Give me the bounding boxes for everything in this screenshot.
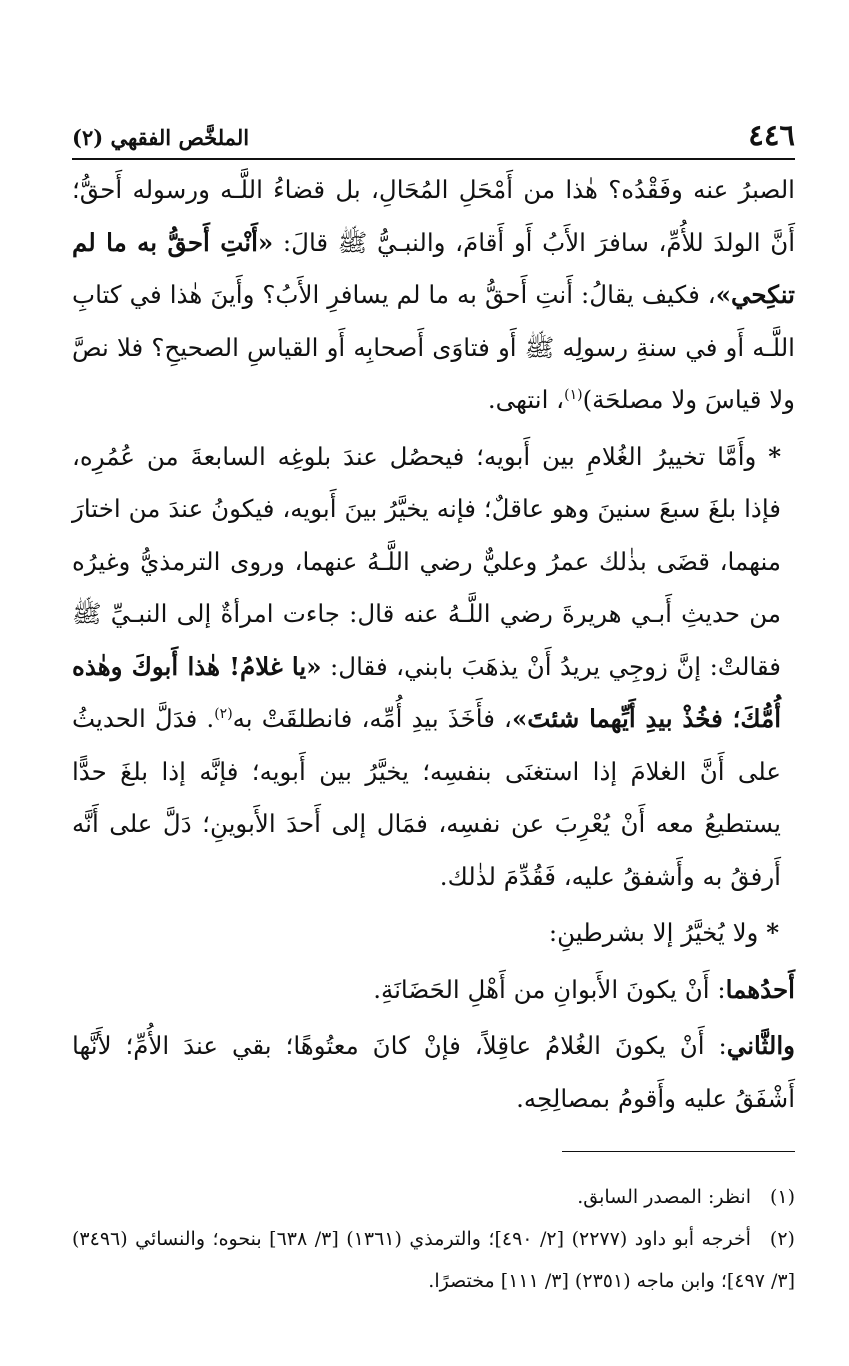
paragraph-2 (72, 431, 795, 904)
footnote-2-number: (٢) (769, 1228, 795, 1250)
bullet-icon: * (768, 441, 781, 471)
hadith-quote-1: «أَنْتِ أَحقُّ به ما لم تنكِحي» (72, 227, 795, 309)
condition-2-label: والثَّاني (726, 1031, 795, 1060)
paragraph-3 (72, 907, 795, 960)
footnote-divider (562, 1151, 795, 1152)
running-title: الملخَّص الفقهي (٢) (72, 125, 250, 150)
paragraph-2-text-b: ، فأَخَذَ بيدِ أُمِّه، فانطلقَتْ به (232, 704, 512, 733)
footnote-1-text: انظر: المصدر السابق. (577, 1186, 751, 1208)
paragraph-1-text-c: ، انتهى. (487, 385, 565, 414)
footnote-ref-2[interactable]: (٢) (214, 705, 233, 722)
main-text (72, 164, 795, 1125)
condition-1-text: : أَنْ يكونَ الأَبوانِ من أَهْلِ الحَضَانَةِ. (373, 974, 726, 1004)
footnotes (72, 1176, 795, 1302)
hadith-quote-2: «يا غلامُ! هٰذا أَبوكَ وهٰذه أُمُّكَ؛ فخُذْ بيدِ أَيِّهما شئتَ» (72, 651, 782, 733)
footnote-2-text: أخرجه أبو داود (٢٢٧٧) [٢/ ٤٩٠]؛ والترمذي (١٣٦١) [٣/ ٦٣٨] بنحوه؛ والنسائي (٣٤٩٦) [٣/ ٤٩٧]؛ وابن ماجه (٢٣٥١) [٣/ ١١١] مختصرًا. (72, 1228, 795, 1292)
paragraph-1-text-a: الصبرُ عنه وفَقْدُه؟ هٰذا من أَمْحَلِ المُحَالِ، بل قضاءُ اللَّـه ورسوله أَحقُّ؛ أَنَّ الولدَ للأُمِّ، سافرَ الأَبُ أَو أَقامَ، والنبـيُّ ﷺ قالَ: (72, 175, 796, 257)
footnote-1 (72, 1176, 795, 1218)
bullet-icon: * (766, 918, 779, 947)
paragraph-4 (72, 964, 795, 1017)
footnote-1-number: (١) (769, 1186, 795, 1208)
condition-2-text: : أَنْ يكونَ الغُلامُ عاقِلاً، فإنْ كانَ معتُوهًا؛ بقي عندَ الأُمِّ؛ لأَنَّها أَشْفَقُ عليه وأَقومُ بمصالِحِه. (72, 1031, 795, 1113)
paragraph-2-text-c: . فدَلَّ الحديثُ على أَنَّ الغلامَ إذا استغنَى بنفسِه؛ يخيَّرُ بين أَبويه؛ فإنَّه إذا بلغَ حدًّا يستطيعُ معه أَنْ يُعْرِبَ عن نفسِه، فمَال إلى أَحدَ الأَبوينِ؛ دَلَّ على أَنَّه أَرفقُ به وأَشفقُ عليه، فَقُدِّمَ لذٰلك. (72, 704, 781, 891)
book-page (72, 118, 795, 1302)
page-number: ٤٤٦ (748, 118, 795, 152)
footnote-ref-1[interactable]: (١) (564, 386, 583, 403)
paragraph-5 (72, 1020, 795, 1125)
footnote-2 (72, 1218, 795, 1302)
paragraph-1-text-b: ، فكيف يقالُ: أَنتِ أَحقُّ به ما لم يسافرِ الأَبُ؟ وأَينَ هٰذا في كتابِ اللَّـه أَو في سنةِ رسولِه ﷺ أَو فتاوَى أَصحابِه أَو القياسِ الصحيحِ؟ فلا نصَّ ولا قياسَ ولا مصلحَة) (72, 280, 795, 414)
paragraph-1 (72, 164, 795, 427)
paragraph-3-text: ولا يُخيَّرُ إلا بشرطينِ: (548, 918, 759, 947)
page-header (72, 118, 795, 160)
paragraph-2-text-a: وأَمَّا تخييرُ الغُلامِ بين أَبويه؛ فيحصُل عندَ بلوغِه السابعةَ من عُمُرِه، فإذا بلغَ سبعَ سنينَ وهو عاقلٌ؛ فإنه يخيَّرُ بينَ أَبويه، فيكونُ عندَ من اختارَ منهما، قضَى بذٰلك عمرُ وعليٌّ رضي اللَّـهُ عنهما، وروى الترمذيُّ وغيرُه من حديثِ أَبـي هريرةَ رضي اللَّـهُ عنه قال: جاءت امرأةٌ إلى النبـيِّ ﷺ فقالتْ: إنَّ زوجِي يريدُ أَنْ يذهَبَ بابني، فقال: (72, 441, 781, 681)
condition-1-label: أَحدُهما (725, 974, 795, 1004)
